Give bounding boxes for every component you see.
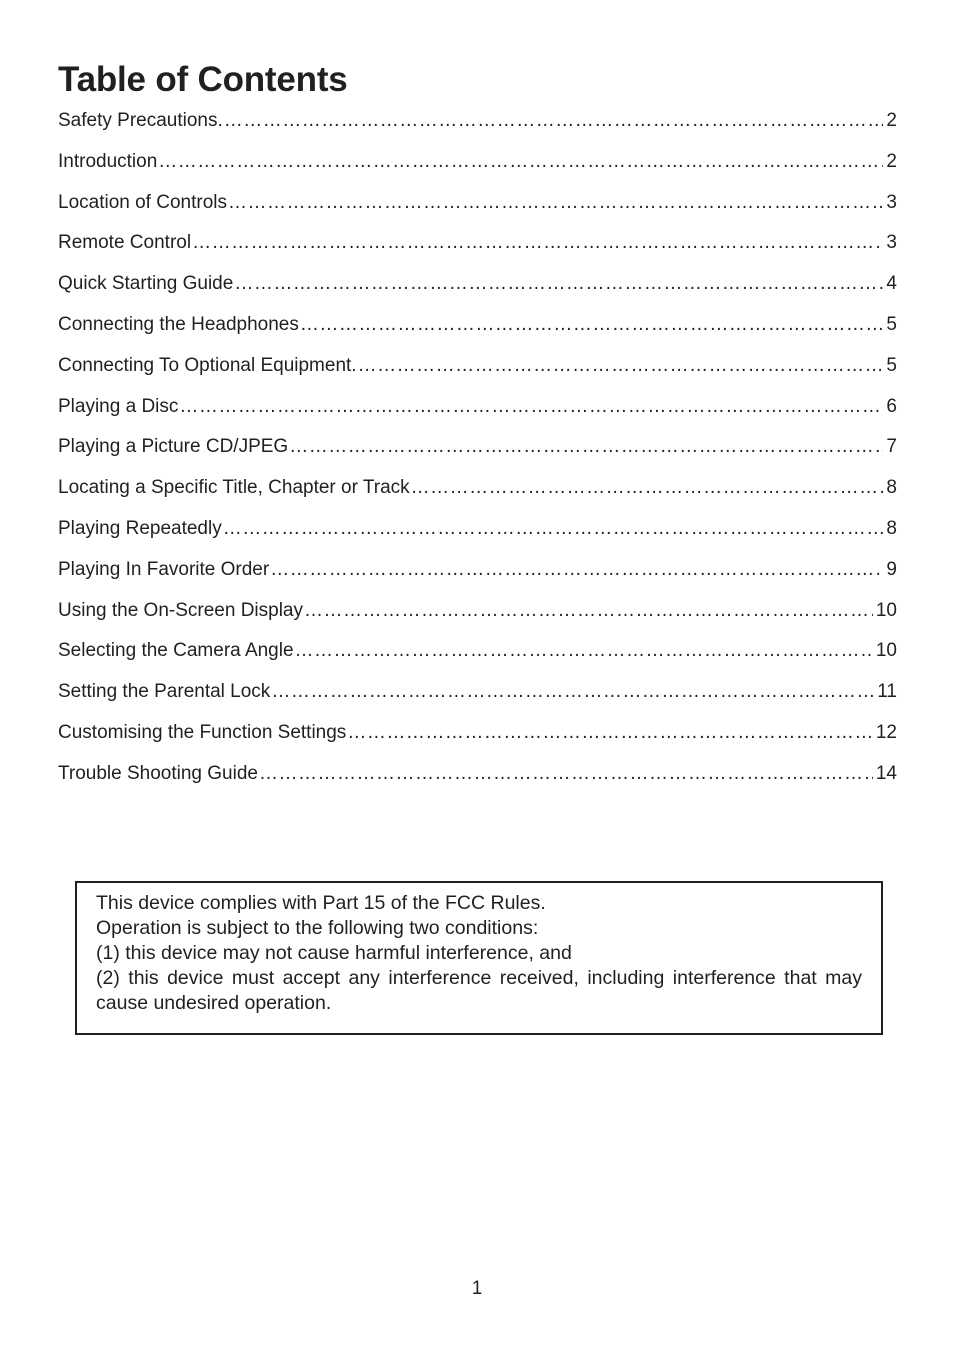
toc-entry-title: Safety Precautions. bbox=[58, 110, 223, 131]
toc-entry-title: Connecting the Headphones bbox=[58, 313, 299, 335]
toc-entry-title: Playing a Picture CD/JPEG bbox=[58, 436, 289, 458]
page-title: Table of Contents bbox=[58, 60, 348, 99]
toc-entry-page: 9 bbox=[886, 558, 897, 580]
toc-entry-page: 2 bbox=[886, 150, 897, 172]
fcc-notice-line: (2) this device must accept any interference received, including interference that may cause undesired operation. bbox=[96, 967, 862, 1014]
toc-entry bbox=[58, 108, 897, 149]
toc-entry bbox=[58, 475, 897, 516]
toc-entry-title: Playing Repeatedly bbox=[58, 517, 222, 539]
toc-entry-title: Remote Control bbox=[58, 232, 192, 254]
toc-entry-page: 8 bbox=[886, 477, 897, 499]
toc-entry-page: 4 bbox=[886, 273, 897, 295]
toc-dot-leader bbox=[259, 761, 873, 787]
toc-entry bbox=[58, 271, 897, 312]
toc-entry-page: 5 bbox=[886, 354, 897, 376]
toc-entry bbox=[58, 557, 897, 598]
toc-dot-leader bbox=[224, 108, 884, 134]
toc-entry bbox=[58, 394, 897, 435]
toc-dot-leader bbox=[223, 516, 884, 542]
toc-dot-leader bbox=[228, 190, 883, 216]
toc-entry-page: 11 bbox=[877, 681, 897, 703]
toc-dot-leader bbox=[304, 598, 873, 624]
toc-entry-page: 3 bbox=[886, 232, 897, 254]
toc-dot-leader bbox=[158, 149, 883, 175]
toc-entry-page: 10 bbox=[875, 640, 897, 662]
table-of-contents bbox=[58, 108, 897, 802]
toc-dot-leader bbox=[289, 434, 883, 460]
toc-entry-page: 2 bbox=[886, 110, 897, 131]
toc-entry bbox=[58, 149, 897, 190]
toc-dot-leader bbox=[347, 720, 873, 746]
toc-entry-title: Quick Starting Guide bbox=[58, 273, 234, 295]
fcc-notice-line: Operation is subject to the following two conditions: bbox=[96, 917, 539, 939]
toc-entry bbox=[58, 434, 897, 475]
toc-dot-leader bbox=[300, 312, 884, 338]
toc-entry-page: 5 bbox=[886, 313, 897, 335]
toc-entry-page: 7 bbox=[886, 436, 897, 458]
toc-dot-leader bbox=[411, 475, 884, 501]
toc-entry bbox=[58, 638, 897, 679]
toc-entry bbox=[58, 353, 897, 394]
fcc-notice-line: (1) this device may not cause harmful interference, and bbox=[96, 942, 572, 964]
toc-entry-title: Using the On-Screen Display bbox=[58, 599, 303, 621]
toc-dot-leader bbox=[271, 679, 874, 705]
toc-entry-title: Playing In Favorite Order bbox=[58, 558, 270, 580]
toc-entry bbox=[58, 516, 897, 557]
toc-entry-page: 6 bbox=[886, 395, 897, 417]
toc-entry-title: Trouble Shooting Guide bbox=[58, 762, 258, 784]
toc-entry-title: Setting the Parental Lock bbox=[58, 681, 271, 703]
toc-entry-page: 8 bbox=[886, 517, 897, 539]
toc-entry bbox=[58, 598, 897, 639]
toc-dot-leader bbox=[179, 394, 883, 420]
toc-dot-leader bbox=[234, 271, 883, 297]
page-number: 1 bbox=[471, 1278, 483, 1299]
toc-entry-title: Playing a Disc bbox=[58, 395, 179, 417]
toc-entry-title: Customising the Function Settings bbox=[58, 721, 347, 743]
toc-entry-title: Introduction bbox=[58, 150, 158, 172]
toc-entry-title: Selecting the Camera Angle bbox=[58, 640, 294, 662]
toc-dot-leader bbox=[358, 353, 884, 379]
toc-entry bbox=[58, 230, 897, 271]
toc-entry-title: Locating a Specific Title, Chapter or Track bbox=[58, 477, 410, 499]
toc-entry-page: 14 bbox=[875, 762, 897, 784]
toc-entry bbox=[58, 190, 897, 231]
toc-entry-page: 10 bbox=[875, 599, 897, 621]
toc-dot-leader bbox=[192, 230, 883, 256]
toc-entry-title: Connecting To Optional Equipment. bbox=[58, 354, 357, 376]
fcc-notice-box bbox=[75, 881, 883, 1035]
toc-entry bbox=[58, 761, 897, 802]
toc-entry-page: 12 bbox=[875, 721, 897, 743]
toc-entry bbox=[58, 312, 897, 353]
fcc-notice-line: This device complies with Part 15 of the FCC Rules. bbox=[96, 892, 546, 914]
toc-entry-page: 3 bbox=[886, 191, 897, 213]
toc-entry-title: Location of Controls bbox=[58, 191, 227, 213]
toc-dot-leader bbox=[270, 557, 883, 583]
toc-dot-leader bbox=[295, 638, 873, 664]
toc-entry bbox=[58, 720, 897, 761]
toc-entry bbox=[58, 679, 897, 720]
